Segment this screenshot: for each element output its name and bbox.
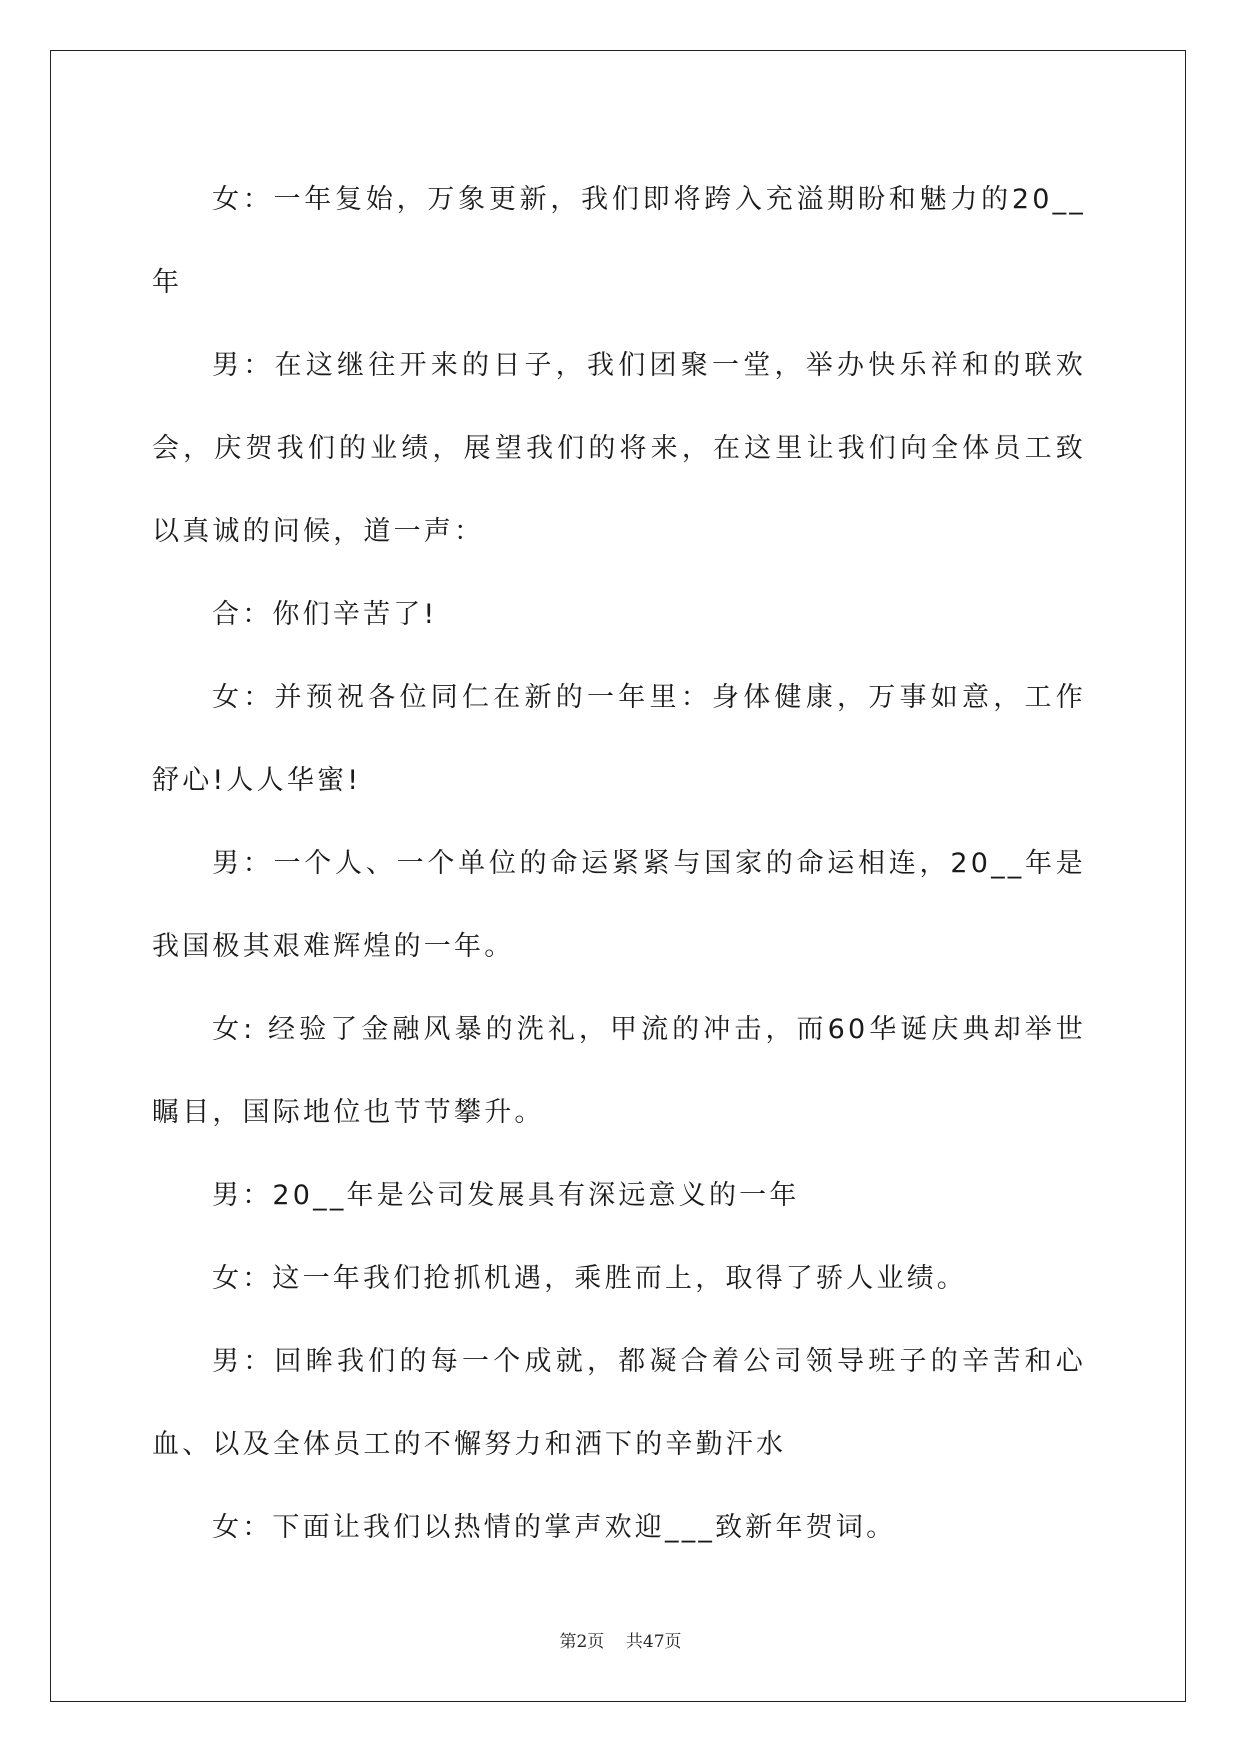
paragraph: 女: 经验了金融风暴的洗礼，甲流的冲击，而60华诞庆典却举世瞩目，国际地位也节节攀升。	[152, 1014, 1086, 1128]
page-footer	[0, 1627, 1241, 1652]
paragraph: 女：并预祝各位同仁在新的一年里：身体健康，万事如意，工作舒心!人人华蜜!	[152, 682, 1086, 796]
paragraph: 女：一年复始，万象更新，我们即将跨入充溢期盼和魅力的20__年	[152, 184, 1086, 298]
page-total: 共47页	[625, 1632, 682, 1652]
paragraph: 男：20__年是公司发展具有深远意义的一年	[212, 1180, 800, 1211]
paragraph: 合：你们辛苦了!	[212, 599, 438, 630]
paragraph: 女：这一年我们抢抓机遇，乘胜而上，取得了骄人业绩。	[212, 1263, 967, 1294]
paragraph: 男：在这继往开来的日子，我们团聚一堂，举办快乐祥和的联欢会，庆贺我们的业绩，展望我们的将来，在这里让我们向全体员工致以真诚的问候，道一声：	[152, 350, 1086, 547]
paragraph: 男：回眸我们的每一个成就，都凝合着公司领导班子的辛苦和心血、以及全体员工的不懈努力和洒下的辛勤汗水	[152, 1346, 1086, 1460]
paragraph: 女：下面让我们以热情的掌声欢迎___致新年贺词。	[212, 1512, 897, 1543]
document-body	[152, 158, 1086, 1569]
page-number: 第2页	[559, 1632, 605, 1652]
paragraph: 男：一个人、一个单位的命运紧紧与国家的命运相连，20__年是我国极其艰难辉煌的一年。	[152, 848, 1086, 962]
